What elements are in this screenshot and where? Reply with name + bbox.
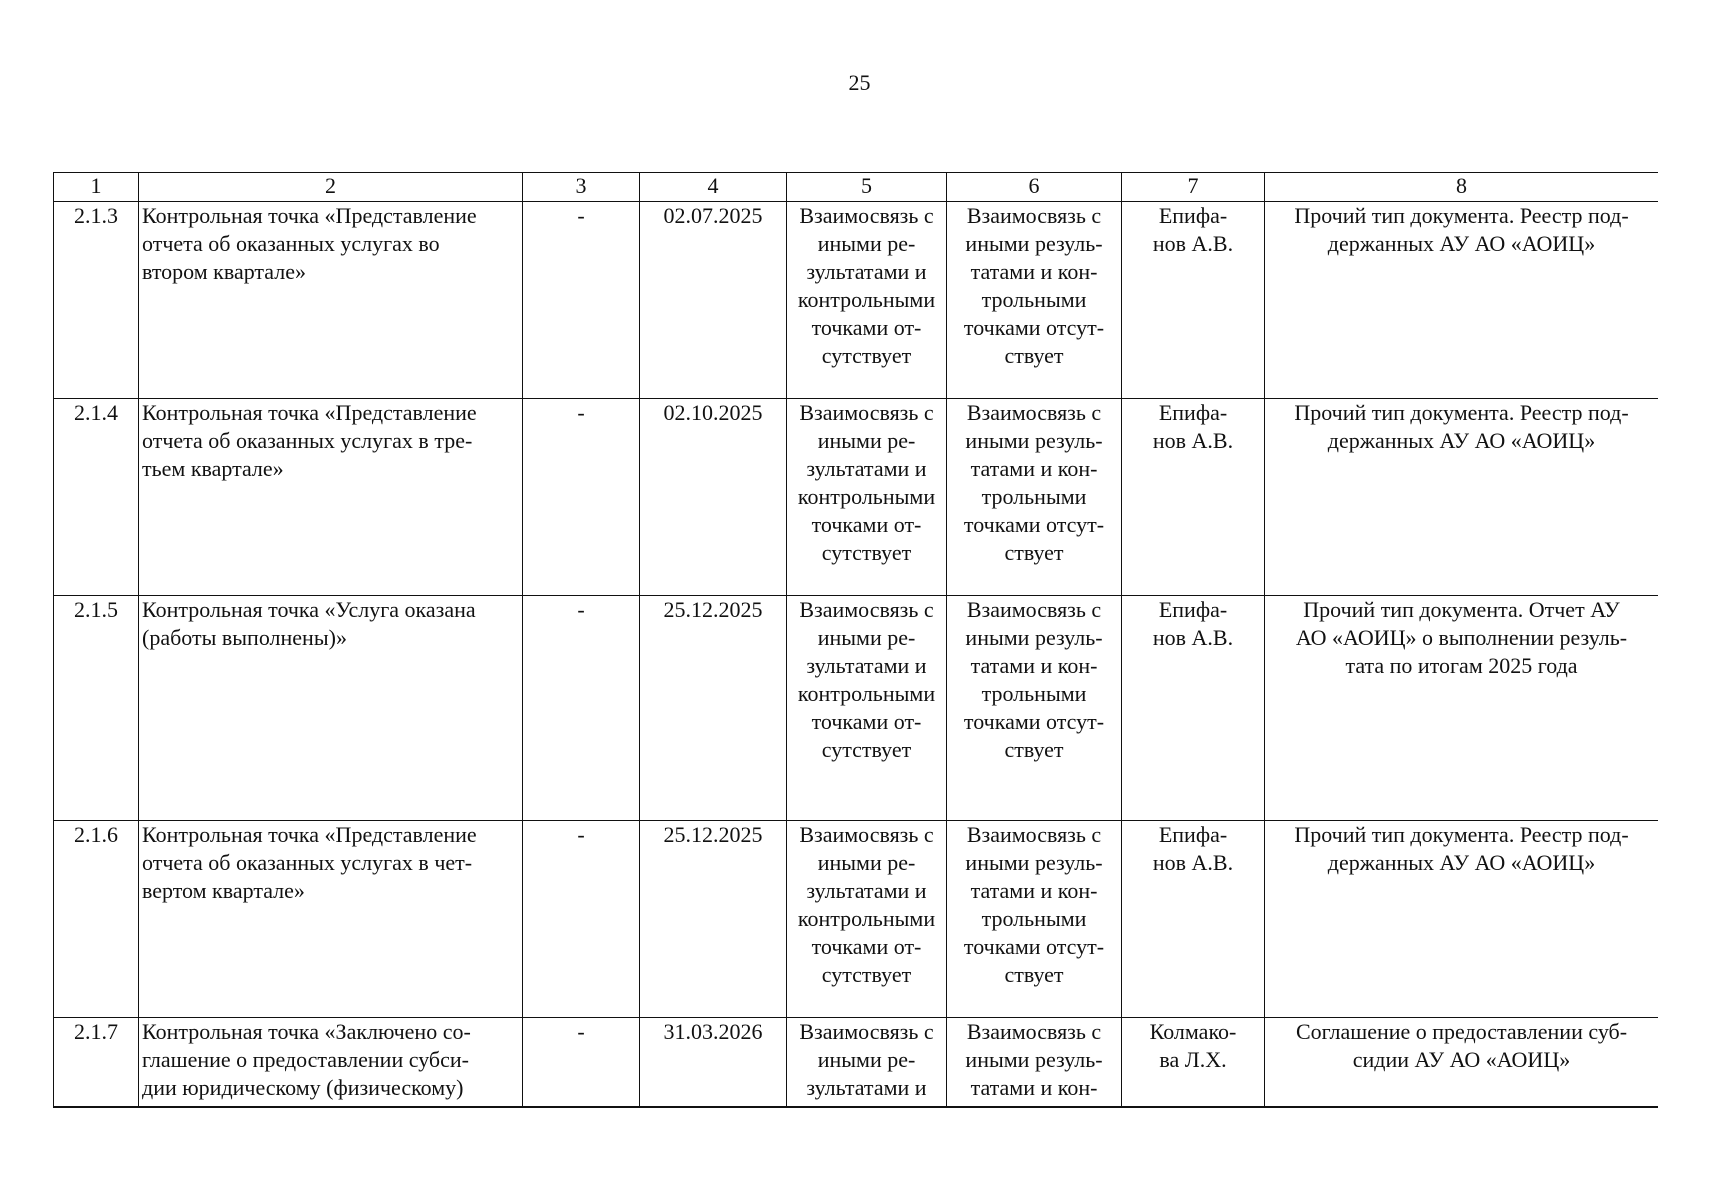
document-type: Прочий тип документа. Реестр под- держанных АУ АО «АОИЦ» [1265, 202, 1659, 399]
link-results: Взаимосвязь с иными ре- зультатами и контрольными точками от- сутствует [787, 399, 947, 596]
col3-value: - [523, 399, 640, 596]
link-points: Взаимосвязь с иными резуль- татами и кон- трольными точками отсут- ствует [947, 821, 1122, 1018]
header-col-4: 4 [640, 173, 787, 202]
document-type: Прочий тип документа. Реестр под- держанных АУ АО «АОИЦ» [1265, 821, 1659, 1018]
document-type: Соглашение о предоставлении суб- сидии АУ АО «АОИЦ» [1265, 1018, 1659, 1109]
table-wrapper [53, 172, 1658, 1108]
deadline-date: 02.10.2025 [640, 399, 787, 596]
link-results: Взаимосвязь с иными ре- зультатами и [787, 1018, 947, 1109]
header-row [54, 173, 1659, 202]
responsible: Епифа- нов А.В. [1122, 821, 1265, 1018]
control-point-name: Контрольная точка «Представление отчета об оказанных услугах в тре- тьем квартале» [139, 399, 523, 596]
link-results: Взаимосвязь с иными ре- зультатами и контрольными точками от- сутствует [787, 202, 947, 399]
header-col-3: 3 [523, 173, 640, 202]
responsible: Епифа- нов А.В. [1122, 399, 1265, 596]
deadline-date: 25.12.2025 [640, 821, 787, 1018]
document-type: Прочий тип документа. Реестр под- держанных АУ АО «АОИЦ» [1265, 399, 1659, 596]
link-points: Взаимосвязь с иными резуль- татами и кон- трольными точками отсут- ствует [947, 202, 1122, 399]
table-row [54, 399, 1659, 596]
control-points-table [53, 172, 1658, 1108]
header-col-8: 8 [1265, 173, 1659, 202]
responsible: Епифа- нов А.В. [1122, 596, 1265, 821]
col3-value: - [523, 1018, 640, 1109]
control-point-name: Контрольная точка «Представление отчета об оказанных услугах в чет- вертом квартале» [139, 821, 523, 1018]
control-point-name: Контрольная точка «Услуга оказана (работы выполнены)» [139, 596, 523, 821]
link-points: Взаимосвязь с иными резуль- татами и кон- [947, 1018, 1122, 1109]
col3-value: - [523, 202, 640, 399]
row-number: 2.1.5 [54, 596, 139, 821]
row-number: 2.1.4 [54, 399, 139, 596]
responsible: Епифа- нов А.В. [1122, 202, 1265, 399]
table-row [54, 821, 1659, 1018]
deadline-date: 25.12.2025 [640, 596, 787, 821]
table-row [54, 1018, 1659, 1109]
page-number: 25 [848, 70, 871, 95]
document-type: Прочий тип документа. Отчет АУ АО «АОИЦ» о выполнении резуль- тата по итогам 2025 года [1265, 596, 1659, 821]
link-results: Взаимосвязь с иными ре- зультатами и контрольными точками от- сутствует [787, 821, 947, 1018]
col3-value: - [523, 596, 640, 821]
link-points: Взаимосвязь с иными резуль- татами и кон- трольными точками отсут- ствует [947, 399, 1122, 596]
link-points: Взаимосвязь с иными резуль- татами и кон- трольными точками отсут- ствует [947, 596, 1122, 821]
header-col-5: 5 [787, 173, 947, 202]
header-col-7: 7 [1122, 173, 1265, 202]
row-number: 2.1.7 [54, 1018, 139, 1109]
col3-value: - [523, 821, 640, 1018]
control-point-name: Контрольная точка «Заключено со- глашение о предоставлении субси- дии юридическому (физическому) [139, 1018, 523, 1109]
header-col-2: 2 [139, 173, 523, 202]
row-number: 2.1.3 [54, 202, 139, 399]
row-number: 2.1.6 [54, 821, 139, 1018]
deadline-date: 31.03.2026 [640, 1018, 787, 1109]
link-results: Взаимосвязь с иными ре- зультатами и контрольными точками от- сутствует [787, 596, 947, 821]
header-col-1: 1 [54, 173, 139, 202]
responsible: Колмако- ва Л.Х. [1122, 1018, 1265, 1109]
deadline-date: 02.07.2025 [640, 202, 787, 399]
table-row [54, 202, 1659, 399]
control-point-name: Контрольная точка «Представление отчета об оказанных услугах во втором квартале» [139, 202, 523, 399]
table-row [54, 596, 1659, 821]
header-col-6: 6 [947, 173, 1122, 202]
